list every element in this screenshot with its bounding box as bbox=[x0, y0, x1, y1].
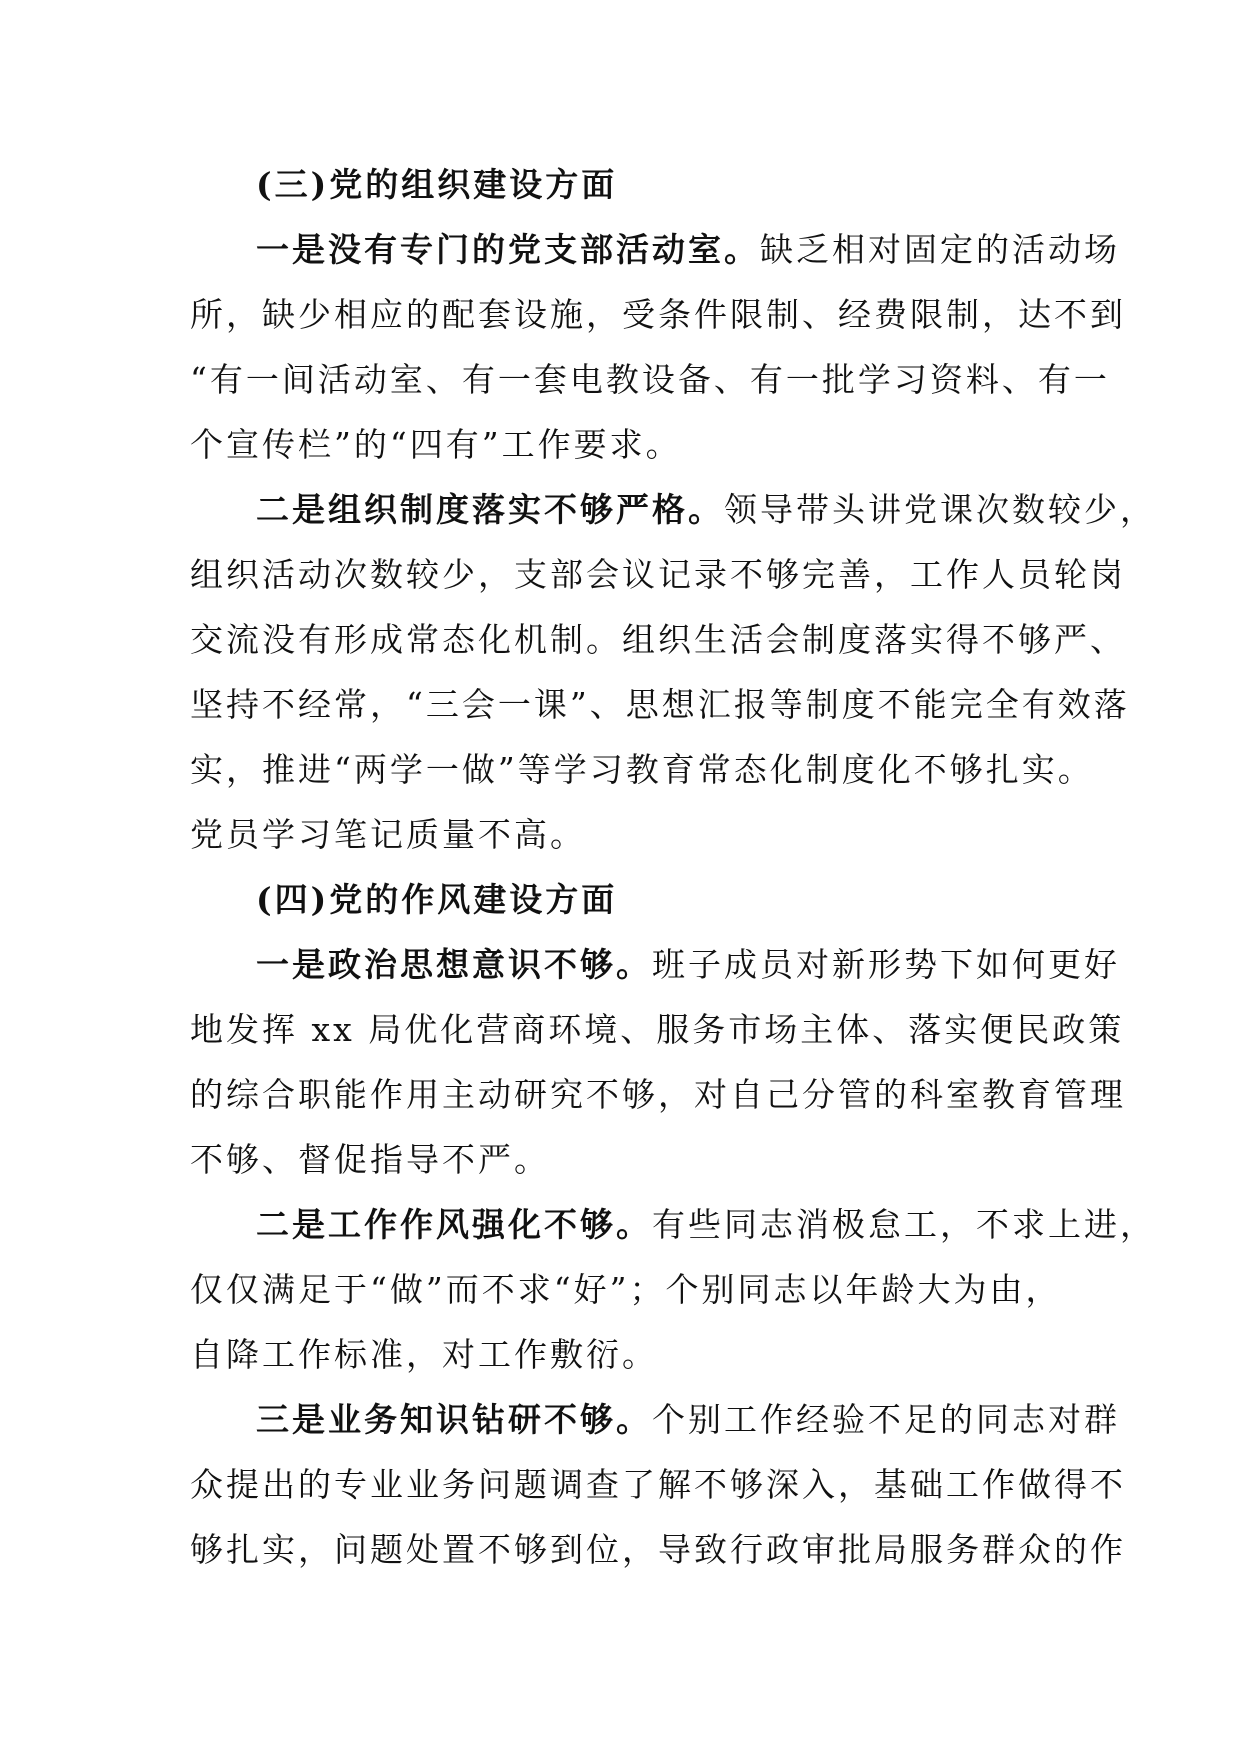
paragraph-line: 党员学习笔记质量不高。 bbox=[190, 815, 586, 854]
paragraph-text: 缺乏相对固定的活动场 bbox=[760, 230, 1120, 269]
paragraph-line bbox=[190, 1192, 1156, 1257]
paragraph-lead: 一是没有专门的党支部活动室。 bbox=[256, 230, 760, 269]
paragraph-line: 自降工作标准，对工作敷衍。 bbox=[190, 1335, 658, 1374]
paragraph-line: 所，缺少相应的配套设施，受条件限制、经费限制，达不到 bbox=[190, 295, 1126, 334]
paragraph-line bbox=[190, 1387, 1120, 1452]
paragraph-line: 众提出的专业业务问题调查了解不够深入，基础工作做得不 bbox=[190, 1465, 1126, 1504]
section-heading: (三)党的组织建设方面 bbox=[256, 165, 618, 204]
paragraph-lead: 三是业务知识钻研不够。 bbox=[256, 1400, 652, 1439]
paragraph-line: 实，推进“两学一做”等学习教育常态化制度化不够扎实。 bbox=[190, 750, 1094, 789]
paragraph-line bbox=[190, 932, 1120, 997]
paragraph-line: 交流没有形成常态化机制。组织生活会制度落实得不够严、 bbox=[190, 620, 1126, 659]
paragraph-lead: 一是政治思想意识不够。 bbox=[256, 945, 652, 984]
paragraph-line bbox=[190, 217, 1120, 282]
paragraph-text: 领导带头讲党课次数较少， bbox=[724, 490, 1156, 529]
paragraph-line: 仅仅满足于“做”而不求“好”；个别同志以年龄大为由， bbox=[190, 1270, 1062, 1309]
paragraph-text: 个别工作经验不足的同志对群 bbox=[652, 1400, 1120, 1439]
paragraph-line bbox=[190, 477, 1156, 542]
paragraph-line: 地发挥 xx 局优化营商环境、服务市场主体、落实便民政策 bbox=[190, 1010, 1125, 1049]
paragraph-line: 组织活动次数较少，支部会议记录不够完善，工作人员轮岗 bbox=[190, 555, 1126, 594]
paragraph-text: 班子成员对新形势下如何更好 bbox=[652, 945, 1120, 984]
paragraph-text: 有些同志消极怠工，不求上进， bbox=[652, 1205, 1156, 1244]
paragraph-lead: 二是组织制度落实不够严格。 bbox=[256, 490, 724, 529]
section-heading: (四)党的作风建设方面 bbox=[256, 880, 618, 919]
document-body bbox=[190, 152, 1156, 1582]
paragraph-line: “有一间活动室、有一套电教设备、有一批学习资料、有一 bbox=[190, 360, 1110, 399]
paragraph-line: 不够、督促指导不严。 bbox=[190, 1140, 550, 1179]
paragraph-line: 的综合职能作用主动研究不够，对自己分管的科室教育管理 bbox=[190, 1075, 1126, 1114]
paragraph-line: 够扎实，问题处置不够到位，导致行政审批局服务群众的作 bbox=[190, 1530, 1126, 1569]
paragraph-line: 个宣传栏”的“四有”工作要求。 bbox=[190, 425, 682, 464]
paragraph-line: 坚持不经常，“三会一课”、思想汇报等制度不能完全有效落 bbox=[190, 685, 1130, 724]
paragraph-lead: 二是工作作风强化不够。 bbox=[256, 1205, 652, 1244]
